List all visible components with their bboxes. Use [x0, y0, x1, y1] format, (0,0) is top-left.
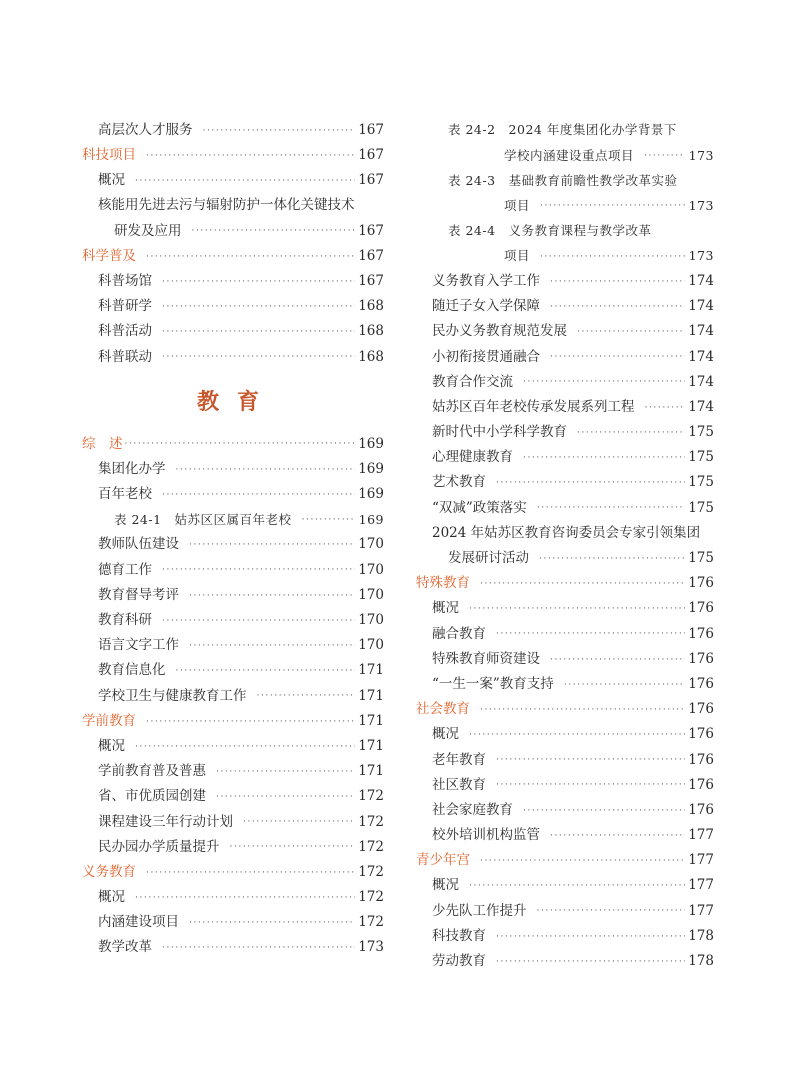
toc-page-number: 169 [358, 460, 384, 477]
toc-entry-label: 核能用先进去污与辐射防护一体化关键技术 [98, 197, 355, 214]
toc-page-number: 167 [358, 147, 384, 164]
toc-section-entry[interactable] [82, 709, 384, 734]
toc-page-number: 176 [688, 675, 714, 692]
toc-entry-label: 高层次人才服务 [98, 121, 193, 138]
toc-page-number: 170 [358, 637, 384, 654]
dot-leader [496, 956, 685, 968]
toc-entry-label: 表 24-4 义务教育课程与教学改革 [448, 223, 652, 239]
dot-leader [146, 716, 355, 728]
toc-entry[interactable] [82, 294, 384, 319]
toc-page-number: 170 [358, 612, 384, 629]
toc-entry-label: 心理健康教育 [432, 449, 513, 466]
toc-entry[interactable] [82, 835, 384, 860]
dot-leader [189, 539, 355, 551]
dot-leader [125, 438, 356, 450]
dot-leader [146, 867, 355, 879]
toc-entry[interactable] [416, 622, 714, 647]
dot-leader [480, 855, 685, 867]
toc-entry[interactable] [416, 445, 714, 470]
dot-leader [135, 175, 355, 187]
toc-entry[interactable] [416, 723, 714, 748]
toc-entry-label: “一生一案”教育支持 [432, 675, 554, 692]
toc-entry[interactable] [82, 194, 384, 219]
dot-leader [189, 640, 355, 652]
dot-leader [496, 931, 685, 943]
dot-leader [135, 741, 355, 753]
toc-entry-label: 姑苏区百年老校传承发展系列工程 [432, 398, 635, 415]
toc-entry-label: 小初衔接贯通融合 [432, 348, 540, 365]
toc-page-number: 171 [358, 737, 384, 754]
toc-entry[interactable] [82, 734, 384, 759]
toc-page-number: 167 [358, 172, 384, 189]
dot-leader [469, 880, 685, 892]
toc-entry[interactable] [416, 496, 714, 521]
toc-page-number: 170 [358, 586, 384, 603]
dot-leader [216, 791, 355, 803]
toc-entry[interactable] [416, 420, 714, 445]
toc-page-number: 176 [688, 776, 714, 793]
toc-entry-label: 科技项目 [82, 147, 136, 164]
toc-page-number: 175 [688, 474, 714, 491]
toc-page-number: 176 [688, 600, 714, 617]
toc-entry-label: 项目 [504, 197, 531, 213]
toc-entry[interactable] [416, 949, 714, 974]
toc-entry[interactable] [416, 345, 714, 370]
toc-entry[interactable] [416, 471, 714, 496]
toc-page-number: 171 [358, 662, 384, 679]
toc-page-number: 175 [688, 550, 714, 567]
toc-page-number: 172 [358, 838, 384, 855]
dot-leader [496, 477, 685, 489]
toc-entry-label: 概况 [98, 737, 125, 754]
toc-page-number: 169 [358, 435, 384, 452]
toc-entry-label: 概况 [98, 172, 125, 189]
dot-leader [243, 816, 355, 828]
dot-leader [162, 564, 355, 576]
dot-leader [162, 489, 355, 501]
toc-entry[interactable] [416, 168, 714, 193]
dot-leader [540, 251, 685, 263]
toc-entry-label: 概况 [432, 877, 459, 894]
toc-entry[interactable] [416, 748, 714, 773]
toc-page-number: 174 [688, 373, 714, 390]
toc-entry[interactable] [416, 874, 714, 899]
dot-leader [146, 150, 355, 162]
toc-page-number: 176 [688, 650, 714, 667]
toc-entry-label: 内涵建设项目 [98, 914, 179, 931]
toc-entry-label: 课程建设三年行动计划 [98, 813, 233, 830]
toc-entry-label: 特殊教育 [416, 575, 470, 592]
toc-entry-label: 科普活动 [98, 323, 152, 340]
toc-right-list [416, 118, 714, 974]
toc-entry[interactable] [416, 395, 714, 420]
toc-entry-label: 表 24-3 基础教育前瞻性教学改革实验 [448, 172, 678, 188]
toc-entry[interactable] [82, 269, 384, 294]
toc-entry-label: 教师队伍建设 [98, 536, 179, 553]
toc-section-entry[interactable] [82, 860, 384, 885]
dot-leader [496, 754, 685, 766]
toc-entry[interactable] [416, 269, 714, 294]
toc-entry-label: 义务教育 [82, 863, 136, 880]
toc-entry[interactable] [82, 558, 384, 583]
dot-leader [480, 704, 685, 716]
toc-section-entry[interactable] [82, 143, 384, 168]
toc-page-number: 174 [688, 323, 714, 340]
toc-page-number: 176 [688, 726, 714, 743]
toc-entry-label: 社会家庭教育 [432, 801, 513, 818]
toc-entry-label: 表 24-1 姑苏区区属百年老校 [114, 511, 292, 527]
toc-entry[interactable] [82, 345, 384, 370]
toc-entry[interactable] [82, 759, 384, 784]
toc-entry[interactable] [82, 320, 384, 345]
toc-right-column [416, 118, 714, 974]
dot-leader [550, 654, 685, 666]
toc-entry[interactable] [416, 647, 714, 672]
toc-page-number: 171 [358, 712, 384, 729]
toc-entry-label: 科技教育 [432, 927, 486, 944]
dot-leader [469, 603, 685, 615]
toc-entry[interactable] [82, 507, 384, 532]
toc-entry[interactable] [82, 118, 384, 143]
toc-entry[interactable] [416, 320, 714, 345]
toc-entry-label: 科普场馆 [98, 272, 152, 289]
chapter-heading: 教育 [196, 389, 277, 416]
dot-leader [162, 942, 355, 954]
toc-entry-label: 科普研学 [98, 298, 152, 315]
toc-entry[interactable] [82, 608, 384, 633]
toc-entry-label: 概况 [98, 889, 125, 906]
toc-entry-label: 校外培训机构监管 [432, 827, 540, 844]
toc-entry-label: 少先队工作提升 [432, 902, 527, 919]
dot-leader [496, 628, 685, 640]
dot-leader [216, 766, 355, 778]
toc-page-number: 172 [358, 889, 384, 906]
toc-page-number: 173 [688, 197, 714, 213]
toc-entry[interactable] [416, 924, 714, 949]
dot-leader [146, 251, 355, 263]
toc-page-number: 178 [688, 953, 714, 970]
dot-leader [539, 553, 685, 565]
dot-leader [203, 125, 356, 137]
toc-entry-label: 表 24-2 2024 年度集团化办学背景下 [448, 122, 677, 138]
toc-left-column [82, 118, 384, 961]
toc-entry-label: 学前教育普及普惠 [98, 763, 206, 780]
dot-leader [192, 225, 356, 237]
toc-entry[interactable] [82, 168, 384, 193]
dot-leader [645, 402, 686, 414]
toc-page-number: 168 [358, 323, 384, 340]
toc-entry-label: 社区教育 [432, 776, 486, 793]
toc-page-number: 171 [358, 763, 384, 780]
toc-entry[interactable] [416, 219, 714, 244]
dot-leader [523, 376, 685, 388]
dot-leader [540, 200, 685, 212]
toc-entry-label: 学校卫生与健康教育工作 [98, 687, 247, 704]
toc-page-number: 174 [688, 398, 714, 415]
toc-entry-label: 特殊教育师资建设 [432, 650, 540, 667]
dot-leader [176, 464, 356, 476]
toc-entry-label: 发展研讨活动 [448, 550, 529, 567]
dot-leader [523, 452, 685, 464]
toc-page-number: 173 [358, 939, 384, 956]
dot-leader [189, 590, 355, 602]
toc-section-entry[interactable] [416, 571, 714, 596]
toc-entry-label: 项目 [504, 248, 531, 264]
toc-page-number: 173 [688, 147, 714, 163]
toc-page-number: 169 [358, 486, 384, 503]
dot-leader [644, 150, 685, 162]
dot-leader [523, 805, 685, 817]
toc-page-number: 167 [358, 272, 384, 289]
toc-entry-label: 艺术教育 [432, 474, 486, 491]
toc-page-number: 176 [688, 801, 714, 818]
toc-page-number: 172 [358, 914, 384, 931]
toc-entry[interactable] [416, 521, 714, 546]
toc-entry-label: “双减”政策落实 [432, 499, 527, 516]
dot-leader [230, 841, 356, 853]
toc-page-number: 174 [688, 298, 714, 315]
toc-page-number: 176 [688, 751, 714, 768]
dot-leader [162, 326, 355, 338]
toc-section-entry[interactable] [416, 848, 714, 873]
toc-page-number: 177 [688, 902, 714, 919]
toc-entry[interactable] [416, 546, 714, 571]
dot-leader [577, 427, 685, 439]
toc-entry-label: 科学普及 [82, 247, 136, 264]
toc-page-number: 172 [358, 788, 384, 805]
toc-entry-label: 科普联动 [98, 348, 152, 365]
toc-entry[interactable] [82, 785, 384, 810]
dot-leader [135, 892, 355, 904]
toc-entry[interactable] [82, 936, 384, 961]
toc-entry[interactable] [82, 684, 384, 709]
toc-entry[interactable] [416, 244, 714, 269]
toc-section-entry[interactable] [416, 697, 714, 722]
toc-page-number: 177 [688, 827, 714, 844]
dot-leader [176, 665, 356, 677]
toc-entry[interactable] [82, 885, 384, 910]
toc-entry[interactable] [416, 773, 714, 798]
dot-leader [189, 917, 355, 929]
toc-entry-label: 义务教育入学工作 [432, 272, 540, 289]
dot-leader [162, 301, 355, 313]
toc-entry-label: 语言文字工作 [98, 637, 179, 654]
toc-page-number: 167 [358, 222, 384, 239]
toc-page-number: 176 [688, 701, 714, 718]
toc-entry-label: 随迁子女入学保障 [432, 298, 540, 315]
toc-entry-label: 民办园办学质量提升 [98, 838, 220, 855]
toc-entry[interactable] [416, 597, 714, 622]
toc-entry[interactable] [416, 823, 714, 848]
dot-leader [496, 779, 685, 791]
toc-entry-label: 融合教育 [432, 625, 486, 642]
dot-leader [480, 578, 685, 590]
dot-leader [550, 830, 685, 842]
toc-entry[interactable] [416, 672, 714, 697]
toc-page-number: 175 [688, 424, 714, 441]
toc-entry[interactable] [82, 633, 384, 658]
toc-entry-label: 教育科研 [98, 612, 152, 629]
toc-entry[interactable] [82, 219, 384, 244]
dot-leader [550, 351, 685, 363]
dot-leader [550, 276, 685, 288]
dot-leader [162, 615, 355, 627]
toc-entry-label: 新时代中小学科学教育 [432, 424, 567, 441]
toc-entry-label: 学前教育 [82, 712, 136, 729]
toc-entry-label: 教育信息化 [98, 662, 166, 679]
dot-leader [302, 514, 355, 526]
toc-entry[interactable] [82, 457, 384, 482]
toc-entry-label: 教育督导考评 [98, 586, 179, 603]
toc-page-number: 168 [358, 298, 384, 315]
dot-leader [162, 351, 355, 363]
toc-entry[interactable] [416, 899, 714, 924]
dot-leader [577, 326, 685, 338]
toc-entry[interactable] [416, 143, 714, 168]
toc-page-number: 177 [688, 877, 714, 894]
toc-entry-label: 老年教育 [432, 751, 486, 768]
toc-page-number: 176 [688, 625, 714, 642]
toc-entry-label: 百年老校 [98, 486, 152, 503]
toc-entry[interactable] [416, 194, 714, 219]
toc-page-number: 170 [358, 536, 384, 553]
toc-entry-label: 劳动教育 [432, 953, 486, 970]
toc-page-number: 172 [358, 813, 384, 830]
toc-entry[interactable] [416, 798, 714, 823]
toc-entry-label: 集团化办学 [98, 460, 166, 477]
toc-page-number: 172 [358, 863, 384, 880]
dot-leader [564, 679, 685, 691]
toc-page-number: 167 [358, 121, 384, 138]
toc-entry-label: 概况 [432, 726, 459, 743]
toc-page-number: 177 [688, 852, 714, 869]
toc-page-number: 173 [688, 248, 714, 264]
toc-entry[interactable] [82, 583, 384, 608]
dot-leader [537, 905, 686, 917]
toc-page-number: 170 [358, 561, 384, 578]
toc-page-number: 168 [358, 348, 384, 365]
dot-leader [162, 276, 355, 288]
dot-leader [257, 690, 356, 702]
toc-entry-label: 研发及应用 [114, 222, 182, 239]
toc-entry[interactable] [416, 370, 714, 395]
toc-page-number: 171 [358, 687, 384, 704]
toc-page-number: 178 [688, 927, 714, 944]
toc-page-number: 176 [688, 575, 714, 592]
toc-entry-label: 概况 [432, 600, 459, 617]
toc-page-number: 169 [358, 511, 384, 527]
toc-entry-label: 社会教育 [416, 701, 470, 718]
toc-entry-label: 民办义务教育规范发展 [432, 323, 567, 340]
toc-entry[interactable] [82, 810, 384, 835]
toc-entry-label: 学校内涵建设重点项目 [504, 147, 635, 163]
toc-entry-label: 省、市优质园创建 [98, 788, 206, 805]
toc-entry[interactable] [82, 482, 384, 507]
toc-entry[interactable] [416, 294, 714, 319]
toc-page-number: 167 [358, 247, 384, 264]
toc-page-number: 174 [688, 272, 714, 289]
toc-entry-label: 教学改革 [98, 939, 152, 956]
toc-page-number: 174 [688, 348, 714, 365]
toc-left-top-list [82, 118, 384, 370]
toc-entry-label: 青少年宫 [416, 852, 470, 869]
toc-entry[interactable] [416, 118, 714, 143]
toc-entry[interactable] [82, 659, 384, 684]
dot-leader [469, 729, 685, 741]
toc-entry-label: 综 述 [82, 435, 123, 452]
dot-leader [550, 301, 685, 313]
toc-entry-label: 德育工作 [98, 561, 152, 578]
toc-section-entry[interactable] [82, 432, 384, 457]
toc-entry-label: 2024 年姑苏区教育咨询委员会专家引领集团 [432, 524, 701, 541]
toc-entry[interactable] [82, 910, 384, 935]
toc-entry-label: 教育合作交流 [432, 373, 513, 390]
toc-section-entry[interactable] [82, 244, 384, 269]
toc-page-number: 175 [688, 449, 714, 466]
toc-left-main-list [82, 432, 384, 961]
dot-leader [537, 502, 685, 514]
toc-entry[interactable] [82, 533, 384, 558]
toc-page-number: 175 [688, 499, 714, 516]
